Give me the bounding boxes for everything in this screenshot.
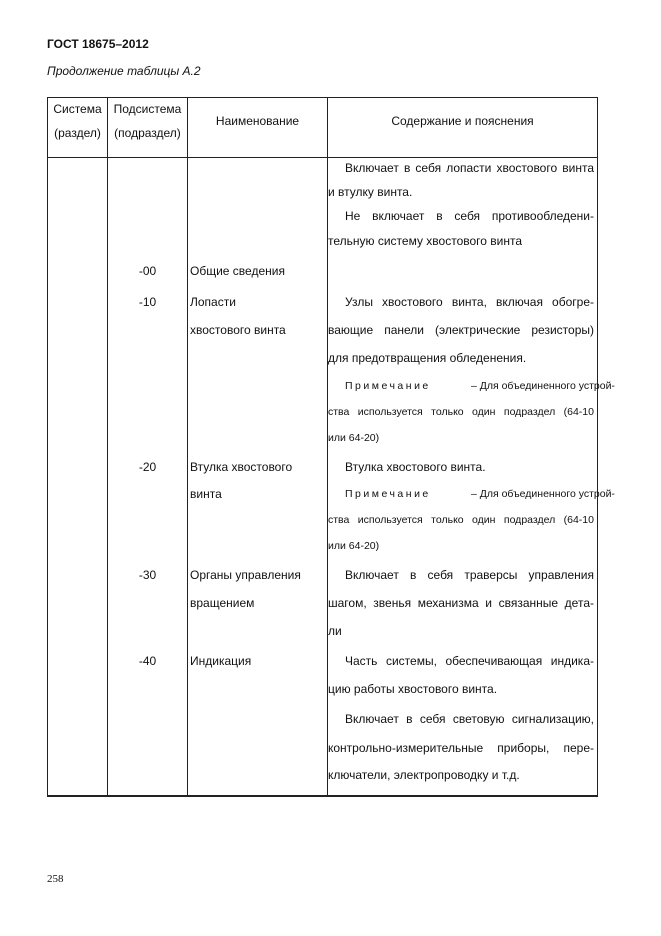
column-divider-1 [107, 97, 108, 797]
row-name-cont: винта [190, 487, 222, 501]
header-subsystem: Подсистема [113, 102, 182, 116]
note-line: ства используется только один подраздел (64-10 [328, 406, 594, 418]
row-desc-line: контрольно-измерительные приборы, пере- [328, 741, 594, 755]
note-label: Примечание [345, 380, 431, 392]
header-description: Содержание и пояснения [391, 114, 534, 128]
note-line: или 64-20) [328, 432, 380, 444]
row-name-cont: вращением [190, 596, 255, 610]
row-desc-line: ли [328, 624, 342, 638]
note-line: или 64-20) [328, 540, 380, 552]
row-name-cont: хвостового винта [190, 323, 286, 337]
row-desc-line: Узлы хвостового винта, включая обогре- [345, 295, 594, 309]
page-number: 258 [47, 873, 64, 885]
row-code: -40 [138, 654, 157, 668]
row-desc-line: Втулка хвостового винта. [345, 460, 486, 474]
note-line: – Для объединенного устрой- [471, 488, 615, 500]
row-desc-line: Часть системы, обеспечивающая индика- [345, 654, 594, 668]
row-desc-line: для предотвращения обледенения. [328, 351, 527, 365]
row-code: -10 [138, 295, 157, 309]
table-continuation-caption: Продолжение таблицы А.2 [47, 64, 201, 78]
note-line: ства используется только один подраздел (64-10 [328, 514, 594, 526]
row-code: -30 [138, 568, 157, 582]
table-bottom-border [47, 795, 598, 797]
row-name: Лопасти [190, 295, 236, 309]
standard-code: ГОСТ 18675–2012 [47, 37, 149, 51]
intro-line-2: и втулку винта. [328, 185, 413, 199]
note-label: Примечание [345, 488, 431, 500]
note-line: – Для объединенного устрой- [471, 380, 615, 392]
column-divider-2 [187, 97, 188, 797]
data-table [47, 97, 615, 797]
header-bottom-border [47, 157, 598, 158]
table-top-border [47, 97, 598, 98]
row-name: Втулка хвостового [190, 460, 293, 474]
table-right-border [597, 97, 598, 797]
intro-line-3: Не включает в себя противообледени- [345, 209, 594, 223]
row-code: -20 [138, 460, 157, 474]
row-desc-line: ключатели, электропроводку и т.д. [328, 768, 520, 782]
row-desc-line: Включает в себя световую сигнализацию, [345, 712, 594, 726]
row-name: Органы управления [190, 568, 301, 582]
row-name: Индикация [190, 654, 252, 668]
row-name: Общие сведения [190, 264, 285, 278]
row-desc-line: Включает в себя траверсы управления [345, 568, 594, 582]
header-system-sub: (раздел) [54, 126, 101, 140]
row-code: -00 [138, 264, 157, 278]
intro-line-4: тельную систему хвостового винта [328, 234, 523, 248]
row-desc-line: вающие панели (электрические резисторы) [328, 323, 594, 337]
row-desc-line: шагом, звенья механизма и связанные дета- [328, 596, 594, 610]
row-desc-line: цию работы хвостового винта. [328, 682, 498, 696]
table-left-border [47, 97, 48, 797]
header-subsystem-sub: (подраздел) [114, 126, 181, 140]
intro-line-1: Включает в себя лопасти хвостового винта [345, 161, 594, 175]
header-name: Наименование [215, 114, 300, 128]
header-system: Система [53, 102, 102, 116]
